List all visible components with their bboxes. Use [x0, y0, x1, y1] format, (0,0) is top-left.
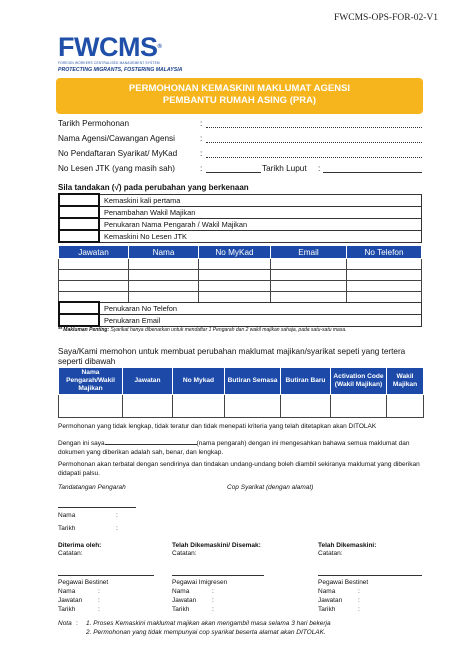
table-row	[59, 270, 422, 281]
incomplete-warning: Permohonan yang tidak lengkap, tidak teratur dan tidak menepati kriteria yang telah ditetapkan akan DITOLAK	[58, 423, 377, 430]
checklist-label: Kemaskini No Lesen JTK	[99, 230, 422, 242]
field-colon: :	[318, 164, 321, 173]
officer-field-label: Nama	[318, 588, 336, 595]
officer-field-label: Jawatan	[318, 597, 343, 604]
table-header-row	[59, 368, 424, 395]
officer-field-label: Tarikh	[318, 606, 336, 613]
declaration-suffix: (nama pengarah) dengan ini mengesahkan bahawa semua maklumat dan dokumen yang diberikan adalah sah, benar, dan lengkap.	[58, 440, 410, 456]
reviewed-by-title: Telah Dikemaskini/ Disemak:	[172, 542, 261, 549]
field-line-tarikh-luput[interactable]	[323, 172, 422, 173]
checklist-row	[59, 230, 422, 242]
checklist-row	[59, 218, 422, 230]
officer-field-colon: :	[212, 588, 214, 595]
checkbox[interactable]	[59, 218, 99, 230]
important-footnote	[58, 327, 347, 333]
director-signature-label: Tandatangan Pengarah	[58, 484, 126, 491]
field-label-nama-agensi: Nama Agensi/Cawangan Agensi	[58, 134, 175, 143]
logo-word: FWCMS	[58, 32, 158, 62]
checklist-row	[59, 302, 422, 314]
column-header-nama-pengarah: Nama Pengarah/Wakil Majikan	[59, 368, 123, 395]
checklist-row	[59, 314, 422, 326]
director-signature-line[interactable]	[58, 507, 136, 508]
signer-name-label: Nama	[58, 512, 76, 519]
column-header-jawatan: Jawatan	[59, 246, 129, 259]
checkbox[interactable]	[59, 302, 99, 314]
logo-subtitle: FOREIGN WORKERS CENTRALISED MANAGEMENT SYSTEM	[58, 61, 160, 65]
officer-field-colon: :	[98, 606, 100, 613]
table-row	[59, 281, 422, 292]
nota-colon: :	[76, 620, 78, 627]
form-title-line1: PERMOHONAN KEMASKINI MAKLUMAT AGENSI	[128, 83, 351, 94]
changes-checklist-contact	[58, 301, 422, 327]
officer-field-label: Tarikh	[172, 606, 190, 613]
column-header-wakil-majikan: Wakil Majikan	[387, 368, 424, 395]
field-line-tarikh-permohonan[interactable]	[206, 127, 422, 128]
officer-field-label: Nama	[58, 588, 76, 595]
column-header-activation-code: Activation Code (Wakil Majikan)	[331, 368, 387, 395]
checklist-row	[59, 206, 422, 218]
officer-field-colon: :	[358, 588, 360, 595]
checkbox[interactable]	[59, 314, 99, 326]
officer-title: Pegawai Bestinet	[318, 579, 369, 586]
logo-tagline: PROTECTING MIGRANTS, FOSTERING MALAYSIA	[58, 67, 183, 73]
officer-field-label: Jawatan	[172, 597, 197, 604]
officer-field-label: Tarikh	[58, 606, 76, 613]
officer-field-label: Nama	[172, 588, 190, 595]
footnote-text: Syarikat hanya dibenarkan untuk mendaftar 1 Pengarah dan 2 wakil majikan sahaja, pada satu-satu masa.	[109, 327, 347, 333]
table-row	[59, 259, 422, 270]
officer-field-label: Jawatan	[58, 597, 83, 604]
officer-field-colon: :	[212, 606, 214, 613]
column-header-jawatan: Jawatan	[123, 368, 173, 395]
column-header-mykad: No MyKad	[199, 246, 271, 259]
nota-item: 2. Permohonan yang tidak mempunyai cop syarikat beserta alamat akan DITOLAK.	[86, 629, 326, 636]
changes-checklist	[58, 193, 422, 243]
checkbox[interactable]	[59, 194, 99, 206]
officer-field-colon: :	[358, 606, 360, 613]
officer-signature-line[interactable]	[318, 575, 422, 576]
column-header-butiran-semasa: Butiran Semasa	[225, 368, 281, 395]
officer-title: Pegawai Bestinet	[58, 579, 109, 586]
officer-signature-line[interactable]	[58, 575, 154, 576]
declaration-name-line[interactable]	[105, 438, 197, 445]
cancellation-warning: Permohonan akan terbatal dengan sendirinya dan tindakan undang-undang boleh diambil sekiranya maklumat yang diberikan didapati palsu.	[58, 461, 420, 477]
field-line-no-pendaftaran[interactable]	[206, 157, 422, 158]
request-statement: Saya/Kami memohon untuk membuat perubahan maklumat majikan/syarikat sepeti yang tertera seperti dibawah	[58, 347, 406, 366]
checklist-label: Penukaran No Telefon	[99, 302, 422, 314]
column-header-telefon: No Telefon	[347, 246, 422, 259]
field-line-no-lesen-jtk[interactable]	[206, 172, 261, 173]
checklist-label: Penambahan Wakil Majikan	[99, 206, 422, 218]
declaration-prefix: Dengan ini saya	[58, 440, 105, 447]
field-line-nama-agensi[interactable]	[206, 142, 422, 143]
checklist-label: Penukaran Nama Pengarah / Wakil Majikan	[99, 218, 422, 230]
nota-item: 1. Proses Kemaskini maklumat majikan akan mengambil masa selama 3 hari bekerja	[86, 620, 331, 627]
officer-field-colon: :	[212, 597, 214, 604]
representative-table	[58, 245, 422, 303]
field-colon: :	[200, 149, 203, 158]
table-row	[59, 395, 424, 418]
footnote-bold: ** Makluman Penting:	[58, 327, 110, 333]
section-title-changes: Sila tandakan (√) pada perubahan yang berkenaan	[58, 183, 249, 192]
field-label-no-pendaftaran: No Pendaftaran Syarikat/ MyKad	[58, 149, 178, 158]
field-label-no-lesen-jtk: No Lesen JTK (yang masih sah)	[58, 164, 175, 173]
tarikh-luput-label: Tarikh Luput	[262, 164, 307, 173]
officer-field-colon: :	[358, 597, 360, 604]
declaration-statement	[58, 438, 424, 457]
field-colon: :	[200, 134, 203, 143]
form-title-banner	[56, 78, 423, 114]
officer-field-colon: :	[98, 588, 100, 595]
received-by-title: Diterima oleh:	[58, 542, 102, 549]
catatan-label: Catatan:	[172, 550, 197, 557]
officer-field-colon: :	[98, 597, 100, 604]
table-header-row	[59, 246, 422, 259]
updated-by-title: Telah Dikemaskini:	[318, 542, 377, 549]
column-header-nama: Nama	[129, 246, 199, 259]
checklist-label: Kemaskini kali pertama	[99, 194, 422, 206]
catatan-label: Catatan:	[58, 550, 83, 557]
column-header-mykad: No Mykad	[173, 368, 225, 395]
catatan-label: Catatan:	[318, 550, 343, 557]
field-colon: :	[200, 119, 203, 128]
field-colon: :	[200, 164, 203, 173]
nota-label: Nota	[58, 620, 72, 627]
signer-date-label: Tarikh	[58, 525, 76, 532]
form-title-line2: PEMBANTU RUMAH ASING (PRA)	[162, 94, 317, 106]
checklist-label: Penukaran Email	[99, 314, 422, 326]
officer-signature-line[interactable]	[172, 575, 264, 576]
signer-name-colon: :	[116, 512, 118, 519]
signer-date-colon: :	[116, 525, 118, 532]
officer-title: Pegawai Imigresen	[172, 579, 228, 586]
detail-table	[58, 367, 424, 418]
field-label-tarikh-permohonan: Tarikh Permohonan	[58, 119, 129, 128]
checklist-row	[59, 194, 422, 206]
column-header-email: Email	[271, 246, 347, 259]
form-reference-code: FWCMS-OPS-FOR-02-V1	[334, 13, 438, 23]
column-header-butiran-baru: Butiran Baru	[281, 368, 331, 395]
company-stamp-label: Cop Syarikat (dengan alamat)	[227, 484, 314, 491]
logo-registered-mark: ®	[157, 44, 162, 50]
checkbox[interactable]	[59, 206, 99, 218]
fwcms-logo	[58, 32, 183, 73]
checkbox[interactable]	[59, 230, 99, 242]
